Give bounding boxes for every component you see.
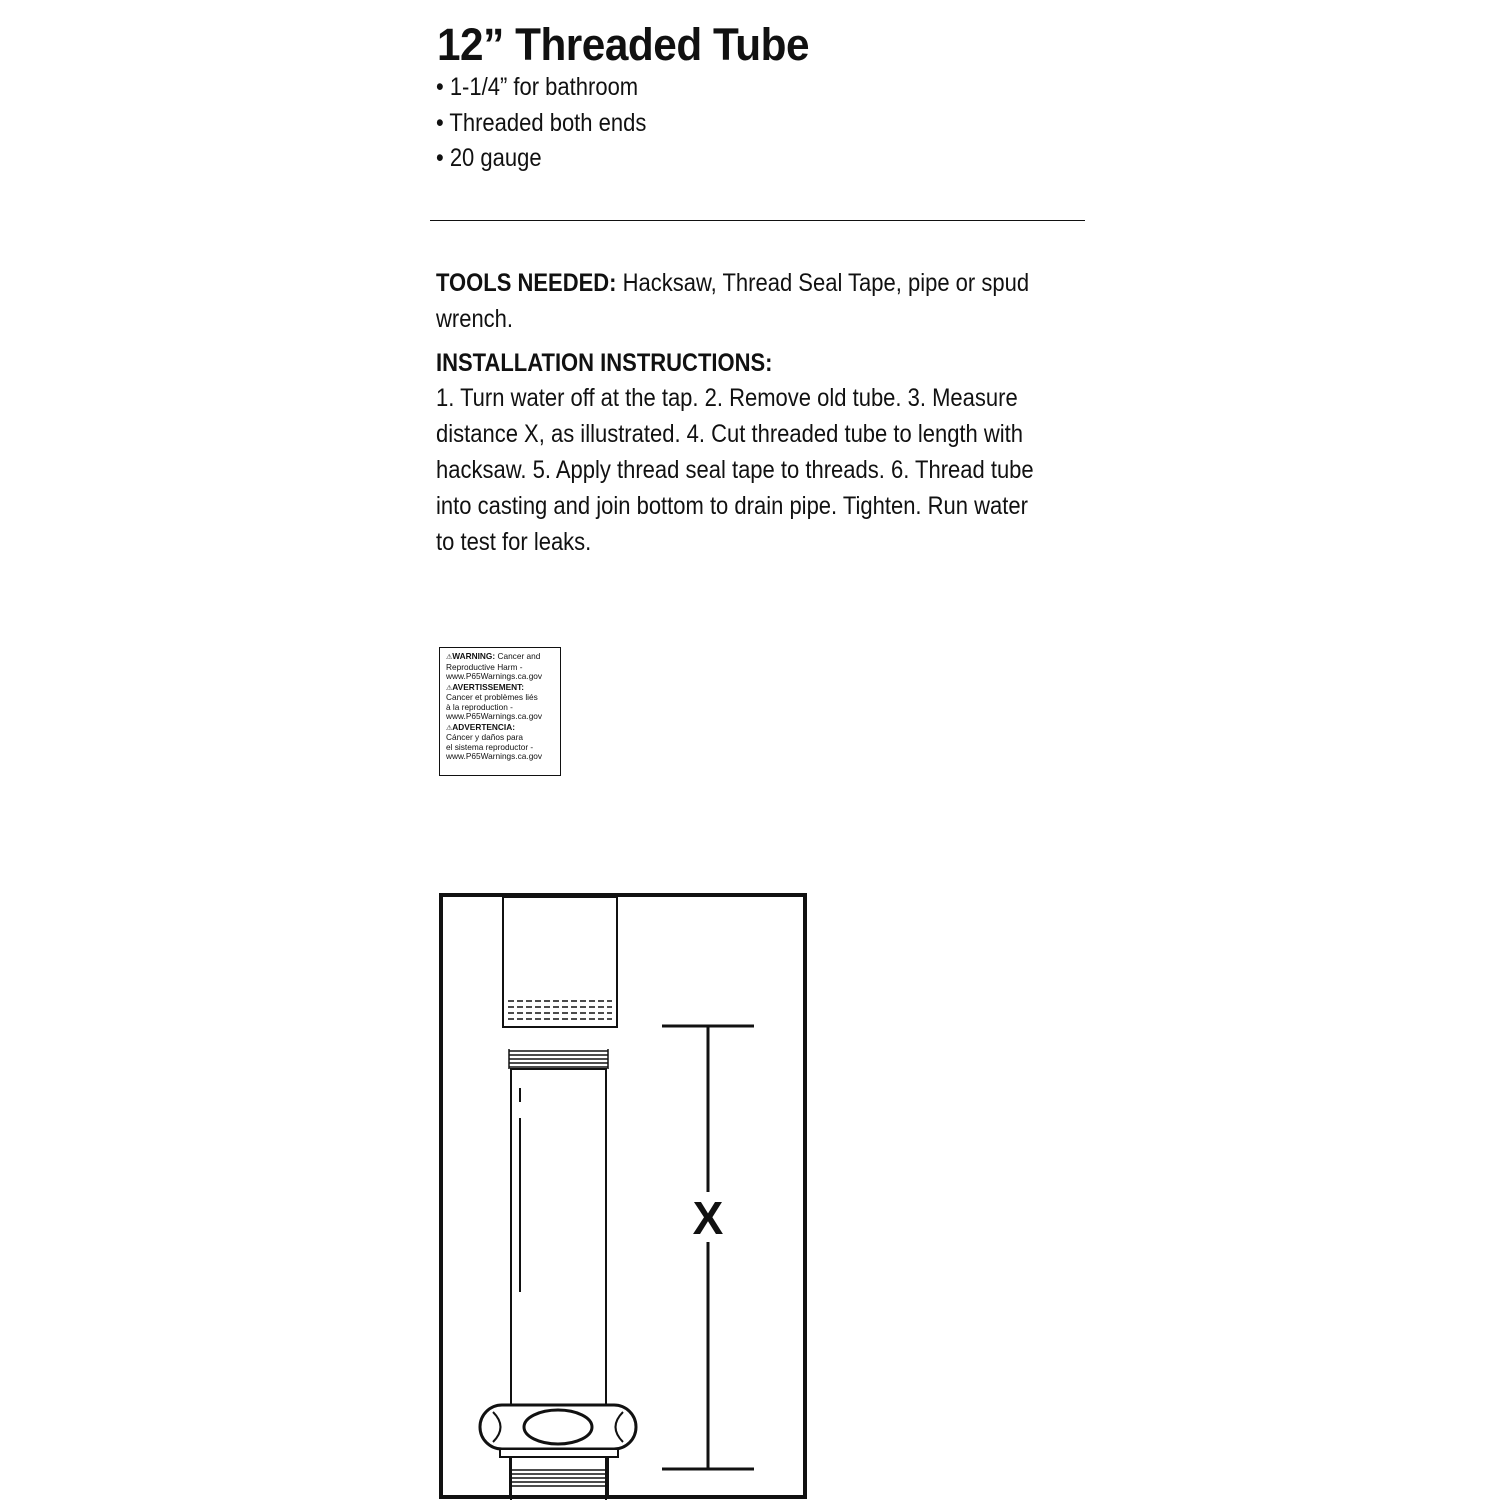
upper-casting: [503, 897, 617, 1027]
warning-text-fr-2: à la reproduction -: [446, 701, 513, 712]
warning-url-fr: www.P65Warnings.ca.gov: [446, 711, 543, 721]
warning-french: [446, 683, 554, 722]
dimension-x: [662, 1026, 754, 1469]
warning-label-en: WARNING:: [452, 651, 496, 661]
warning-url-es: www.P65Warnings.ca.gov: [446, 751, 543, 761]
install-heading: INSTALLATION INSTRUCTIONS:: [436, 348, 773, 377]
warning-triangle-icon: ⚠: [446, 684, 453, 692]
prop65-warning-label: [439, 647, 561, 776]
installation-diagram: [438, 892, 810, 1500]
tools-text: Hacksaw, Thread Seal Tape, pipe or spud wrench.: [436, 269, 1030, 333]
warning-text-fr-1: Cancer et problèmes liés: [446, 692, 538, 702]
feature-list: [436, 70, 675, 177]
tools-paragraph: [436, 266, 1052, 338]
slip-nut: [480, 1405, 636, 1457]
warning-label-fr: AVERTISSEMENT:: [452, 681, 525, 692]
section-divider: [430, 220, 1085, 221]
warning-triangle-icon: ⚠: [446, 654, 453, 661]
warning-text-es-1: Cáncer y daños para: [446, 732, 524, 742]
install-steps: 1. Turn water off at the tap. 2. Remove old tube. 3. Measure distance X, as illustrated. 4. Cut threaded tube to length with hacksaw. 5. Apply thread seal tape to threads. 6. Thread tube into casting and join bottom to drain pipe. Tighten. Run water to test for leaks.: [436, 384, 1034, 556]
tube-bottom-threads: [509, 1470, 608, 1486]
warning-text-en-2: Reproductive Harm -: [446, 661, 523, 672]
feature-item: • 20 gauge: [436, 144, 542, 172]
feature-item: • Threaded both ends: [436, 108, 647, 137]
drain-pipe: [510, 1457, 608, 1496]
warning-label-es: ADVERTENCIA:: [452, 721, 515, 732]
warning-triangle-icon: ⚠: [446, 724, 453, 732]
warning-text-es-2: el sistema reproductor -: [446, 741, 534, 752]
warning-english: [446, 652, 554, 682]
instructions-section: [436, 266, 1136, 560]
feature-item: • 1-1/4” for bathroom: [436, 73, 639, 101]
product-title: 12” Threaded Tube: [437, 19, 810, 70]
warning-url-en: www.P65Warnings.ca.gov: [446, 671, 543, 681]
warning-spanish: [446, 723, 554, 762]
dimension-label: X: [692, 1192, 724, 1244]
tools-label: TOOLS NEEDED:: [436, 269, 617, 297]
warning-text-en-1: Cancer and: [495, 651, 541, 661]
